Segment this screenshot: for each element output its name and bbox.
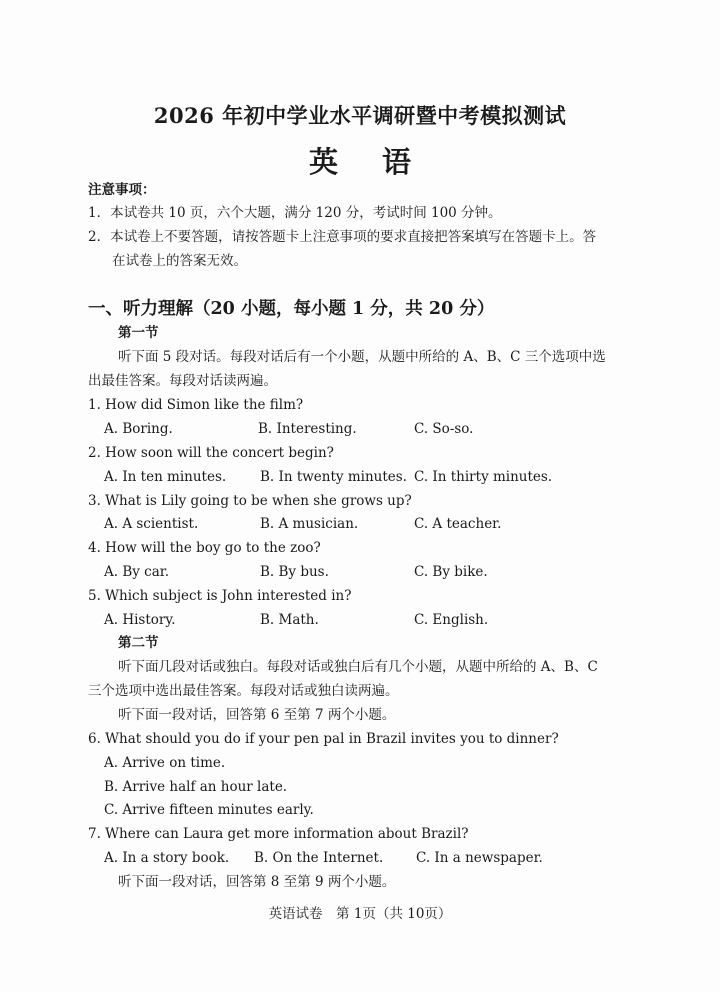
exam-title: 2026 年初中学业水平调研暨中考模拟测试 [153, 103, 567, 128]
question-1-option-c: C. So-so. [414, 421, 474, 437]
part-2-instruction-line-1: 听下面几段对话或独白。每段对话或独白后有几个小题，从题中所给的 A、B、C [118, 659, 598, 675]
page-footer: 英语试卷 第 1页（共 10页） [268, 906, 452, 922]
question-3-stem: 3. What is Lily going to be when she grows up? [88, 493, 412, 509]
question-1-stem: 1. How did Simon like the film? [88, 397, 304, 413]
part-1-heading: 第一节 [118, 325, 159, 341]
part-2-heading: 第二节 [118, 635, 159, 651]
question-5-stem: 5. Which subject is John interested in? [88, 588, 352, 604]
part-1-instruction-line-2: 出最佳答案。每段对话读两遍。 [88, 373, 277, 389]
notice-item-2-line-1: 2．本试卷上不要答题，请按答题卡上注意事项的要求直接把答案填写在答题卡上。答 [88, 229, 597, 245]
question-6-option-a: A. Arrive on time. [104, 755, 226, 771]
question-3-option-a: A. A scientist. [104, 516, 199, 532]
question-3-option-b: B. A musician. [260, 516, 359, 532]
part-2-instruction-line-2: 三个选项中选出最佳答案。每段对话或独白读两遍。 [88, 683, 399, 699]
instruction-q8-q9: 听下面一段对话，回答第 8 至第 9 两个小题。 [118, 874, 396, 890]
part-1-instruction-line-1: 听下面 5 段对话。每段对话后有一个小题，从题中所给的 A、B、C 三个选项中选 [118, 349, 606, 365]
subject-title: 英语 [308, 145, 455, 179]
question-4-option-b: B. By bus. [260, 564, 329, 580]
section-1-heading: 一、听力理解（20 小题，每小题 1 分，共 20 分） [88, 299, 495, 319]
question-7-option-c: C. In a newspaper. [416, 850, 543, 866]
question-7-option-a: A. In a story book. [104, 850, 230, 866]
question-5-option-c: C. English. [414, 612, 489, 628]
question-7-option-b: B. On the Internet. [254, 850, 384, 866]
question-1-option-a: A. Boring. [104, 421, 173, 437]
question-4-option-c: C. By bike. [414, 564, 488, 580]
question-2-option-b: B. In twenty minutes. [260, 469, 407, 485]
question-6-stem: 6. What should you do if your pen pal in Brazil invites you to dinner? [88, 731, 559, 747]
question-2-option-c: C. In thirty minutes. [414, 469, 553, 485]
question-5-option-a: A. History. [104, 612, 176, 628]
question-6-option-b: B. Arrive half an hour late. [104, 779, 288, 795]
question-7-stem: 7. Where can Laura get more information about Brazil? [88, 826, 469, 842]
question-5-option-b: B. Math. [260, 612, 319, 628]
question-3-option-c: C. A teacher. [414, 516, 502, 532]
notice-item-1: 1．本试卷共 10 页，六个大题，满分 120 分，考试时间 100 分钟。 [88, 205, 502, 221]
notice-heading: 注意事项： [88, 182, 156, 198]
question-1-option-b: B. Interesting. [258, 421, 357, 437]
question-4-option-a: A. By car. [104, 564, 170, 580]
question-2-option-a: A. In ten minutes. [104, 469, 227, 485]
question-2-stem: 2. How soon will the concert begin? [88, 445, 334, 461]
instruction-q6-q7: 听下面一段对话，回答第 6 至第 7 两个小题。 [118, 707, 396, 723]
question-6-option-c: C. Arrive fifteen minutes early. [104, 802, 314, 818]
question-4-stem: 4. How will the boy go to the zoo? [88, 540, 321, 556]
notice-item-2-line-2: 在试卷上的答案无效。 [112, 253, 247, 269]
